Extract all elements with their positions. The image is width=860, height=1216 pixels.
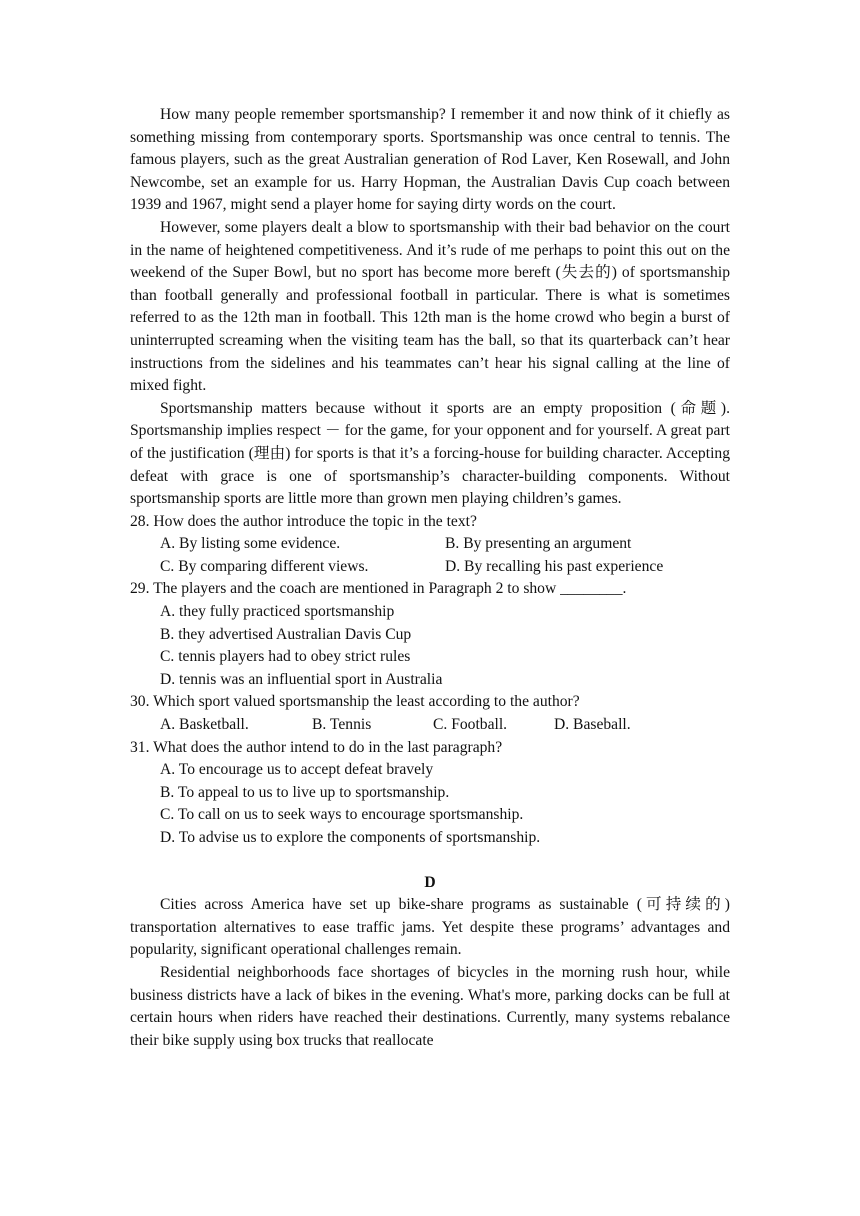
option-d: D. By recalling his past experience [445,557,664,575]
option-row [130,533,730,556]
question-31 [130,737,730,850]
option-d: D. tennis was an influential sport in Australia [160,670,443,688]
passage-d-paragraph-1: Cities across America have set up bike-share programs as sustainable (可持续的) transportation alternatives to ease traffic jams. Yet despite these programs’ advantages and popularity, significant operational challenges remain. [130,896,730,959]
passage-c-paragraph-3: Sportsmanship matters because without it sports are an empty proposition (命题). Sportsmanship implies respect － for the game, for your opponent and for yourself. A great part of the justification (理由) for sports is that it’s a forcing-house for building character. Accepting defeat with grace is one of sportsmanship’s character-building components. Without sportsmanship sports are little more than grown men playing children’s games. [130,399,730,508]
option-b: B. By presenting an argument [445,535,632,553]
option-d: D. Baseball. [554,716,631,734]
passage-d-paragraph-2: Residential neighborhoods face shortages of bicycles in the morning rush hour, while business districts have a lack of bikes in the evening. What's more, parking docks can be full at certain hours when riders have reached their destinations. Currently, many systems rebalance their bike supply using box trucks that reallocate [130,963,730,1049]
section-title: D [424,873,436,891]
option-a: A. To encourage us to accept defeat bravely [160,761,434,779]
option-b: B. Tennis [312,716,372,734]
option-b: B. To appeal to us to live up to sportsmanship. [160,783,450,801]
question-30 [130,691,730,736]
question-28 [130,511,730,579]
question-stem: 30. Which sport valued sportsmanship the least according to the author? [130,693,580,711]
passage-c-paragraph-2: However, some players dealt a blow to sportsmanship with their bad behavior on the court in the name of heightened competitiveness. And it’s rude of me perhaps to point this out on the weekend of the Super Bowl, but no sport has become more bereft (失去的) of sportsmanship than football generally and professional football in particular. There is what is sometimes referred to as the 12th man in football. This 12th man is the home crowd who begin a burst of uninterrupted screaming when the visiting team has the ball, so that its quarterback can’t hear instructions from the sidelines and his teammates can’t hear his signal calling at the line of mixed fight. [130,218,730,395]
question-stem: 28. How does the author introduce the topic in the text? [130,512,477,530]
option-a: A. By listing some evidence. [160,535,341,553]
option-b: B. they advertised Australian Davis Cup [160,625,412,643]
document-page [130,104,730,1052]
question-stem: 29. The players and the coach are mentioned in Paragraph 2 to show ________. [130,580,627,598]
option-a: A. Basketball. [160,716,249,734]
question-29 [130,578,730,691]
passage-c-paragraph-1: How many people remember sportsmanship? I remember it and now think of it chiefly as something missing from contemporary sports. Sportsmanship was once central to tennis. The famous players, such as the great Australian generation of Rod Laver, Ken Rosewall, and John Newcombe, set an example for us. Harry Hopman, the Australian Davis Cup coach between 1939 and 1967, might send a player home for saying dirty words on the court. [130,106,730,214]
option-row [130,556,730,579]
option-c: C. tennis players had to obey strict rules [160,648,411,666]
option-d: D. To advise us to explore the components of sportsmanship. [160,829,541,846]
option-c: C. To call on us to seek ways to encourage sportsmanship. [160,806,524,824]
option-row [130,714,730,737]
option-c: C. By comparing different views. [160,557,369,575]
option-a: A. they fully practiced sportsmanship [160,603,395,621]
option-c: C. Football. [433,716,508,734]
question-stem: 31. What does the author intend to do in the last paragraph? [130,738,503,756]
